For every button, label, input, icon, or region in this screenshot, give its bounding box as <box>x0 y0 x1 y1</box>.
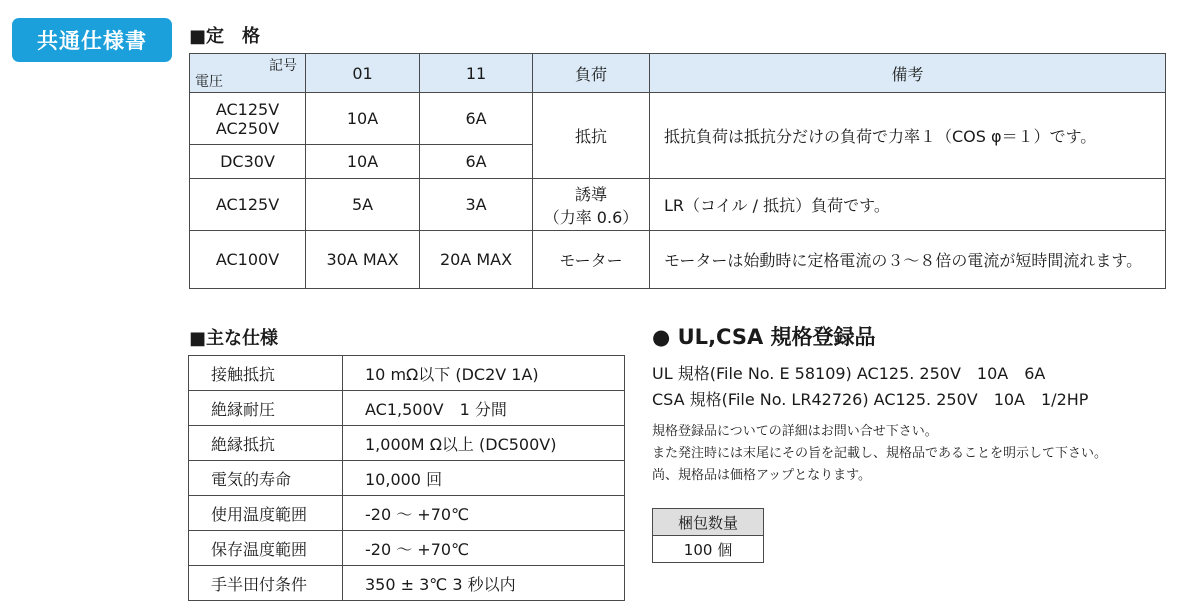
remark-cell: モーターは始動時に定格電流の３～８倍の電流が短時間流れます。 <box>650 231 1166 289</box>
rating-01-cell: 5A <box>306 179 420 231</box>
spec-value: AC1,500V 1 分間 <box>343 391 625 426</box>
spec-label: 手半田付条件 <box>189 566 343 601</box>
specs-table <box>188 355 625 601</box>
spec-value: 10 mΩ以下 (DC2V 1A) <box>343 356 625 391</box>
column-header-remark: 備考 <box>650 54 1166 93</box>
packing-value-row <box>653 536 764 563</box>
remark-cell: LR（コイル / 抵抗）負荷です。 <box>650 179 1166 231</box>
certification-note: 規格登録品についての詳細はお問い合せ下さい。 <box>652 424 938 439</box>
rating-01-cell: 10A <box>306 145 420 179</box>
rating-11-cell: 3A <box>420 179 533 231</box>
rating-11-cell: 6A <box>420 145 533 179</box>
rating-01-cell: 10A <box>306 93 420 145</box>
table-row <box>189 531 625 566</box>
table-row <box>189 566 625 601</box>
voltage-label: 電圧 <box>195 74 223 90</box>
rating-header-row <box>190 54 1166 93</box>
spec-label: 接触抵抗 <box>189 356 343 391</box>
table-row <box>189 496 625 531</box>
spec-value: 10,000 回 <box>343 461 625 496</box>
load-line: 誘導 <box>574 184 607 204</box>
table-row <box>189 356 625 391</box>
spec-label: 電気的寿命 <box>189 461 343 496</box>
table-row <box>189 461 625 496</box>
header-diagonal-cell <box>190 54 306 93</box>
column-header-11: 11 <box>420 54 533 93</box>
voltage-cell: DC30V <box>190 145 306 179</box>
table-row <box>190 93 1166 145</box>
table-row <box>189 391 625 426</box>
load-cell <box>533 179 650 231</box>
packing-header: 梱包数量 <box>653 509 764 536</box>
voltage-cell: AC125V <box>190 179 306 231</box>
spec-value: 1,000M Ω以上 (DC500V) <box>343 426 625 461</box>
certification-note: また発注時には末尾にその旨を記載し、規格品であることを明示して下さい。 <box>652 446 1108 461</box>
remark-cell: 抵抗負荷は抵抗分だけの負荷で力率１（COS φ＝１）です。 <box>650 93 1166 179</box>
table-row <box>189 426 625 461</box>
ul-spec-line: UL 規格(File No. E 58109) AC125. 250V 10A 6A <box>652 364 1046 383</box>
column-header-01: 01 <box>306 54 420 93</box>
rating-11-cell: 20A MAX <box>420 231 533 289</box>
voltage-line: AC250V <box>215 118 280 138</box>
load-cell: モーター <box>533 231 650 289</box>
voltage-cell: AC100V <box>190 231 306 289</box>
spec-value: 350 ± 3℃ 3 秒以内 <box>343 566 625 601</box>
rating-table <box>189 53 1166 289</box>
rating-01-cell: 30A MAX <box>306 231 420 289</box>
spec-label: 絶縁抵抗 <box>189 426 343 461</box>
spec-value: -20 ～ +70℃ <box>343 496 625 531</box>
certification-note: 尚、規格品は価格アップとなります。 <box>652 468 872 483</box>
load-cell: 抵抗 <box>533 93 650 179</box>
code-label: 記号 <box>269 58 297 74</box>
packing-value: 100 個 <box>653 536 764 563</box>
voltage-line: AC125V <box>215 99 280 119</box>
spec-label: 保存温度範囲 <box>189 531 343 566</box>
packing-header-row <box>653 509 764 536</box>
packing-table <box>652 508 764 563</box>
voltage-cell <box>190 93 306 145</box>
rating-11-cell: 6A <box>420 93 533 145</box>
rating-title: ■定 格 <box>189 26 261 47</box>
table-row <box>190 231 1166 289</box>
section-badge: 共通仕様書 <box>12 18 172 62</box>
specs-title: ■主な仕様 <box>189 328 279 349</box>
spec-value: -20 ～ +70℃ <box>343 531 625 566</box>
load-line: （力率 0.6） <box>543 207 639 227</box>
column-header-load: 負荷 <box>533 54 650 93</box>
table-row <box>190 179 1166 231</box>
spec-label: 絶縁耐圧 <box>189 391 343 426</box>
certification-title: ● UL,CSA 規格登録品 <box>652 325 876 349</box>
csa-spec-line: CSA 規格(File No. LR42726) AC125. 250V 10A 1/2HP <box>652 390 1089 409</box>
spec-label: 使用温度範囲 <box>189 496 343 531</box>
